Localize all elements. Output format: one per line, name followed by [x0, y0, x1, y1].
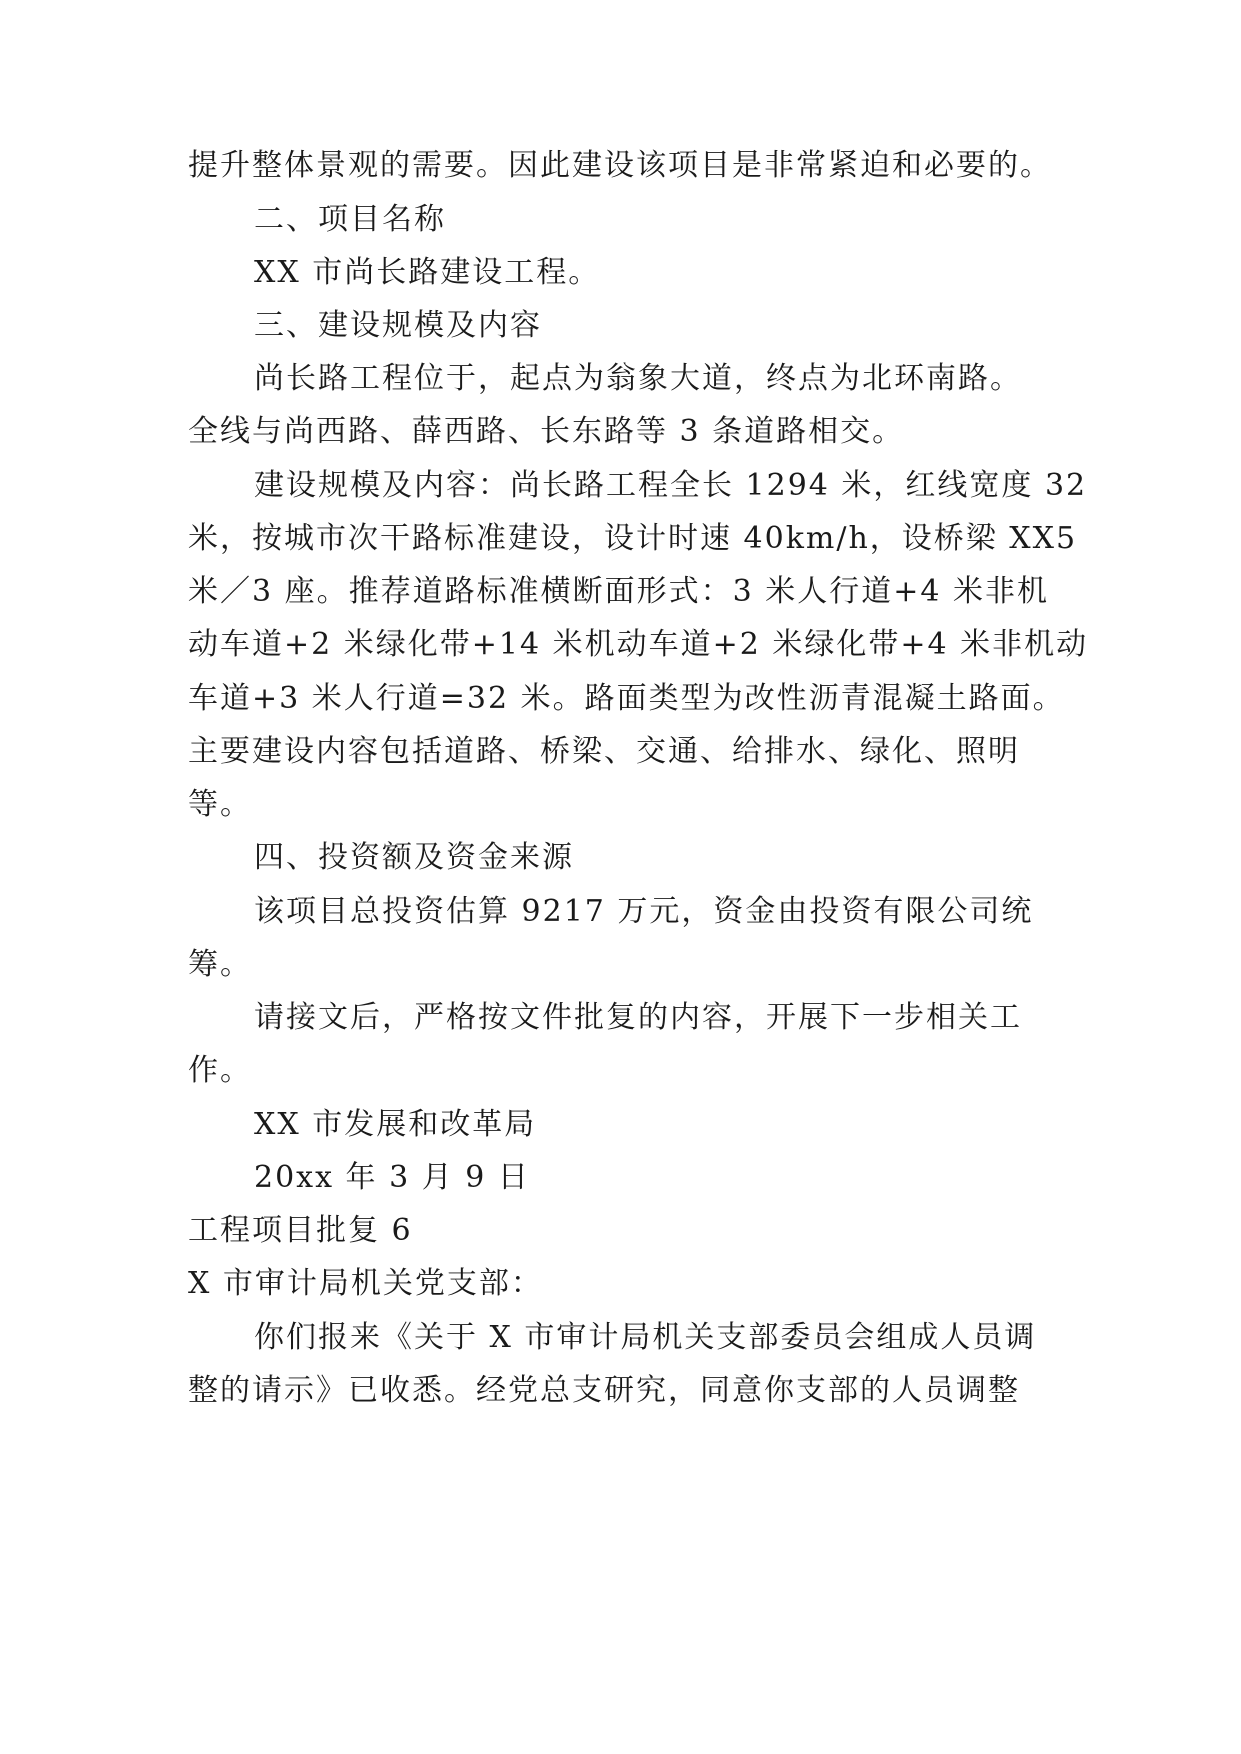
signature-org: XX 市发展和改革局 — [254, 1107, 537, 1142]
paragraph-line: 尚长路工程位于，起点为翁象大道，终点为北环南路。 — [254, 361, 1022, 396]
paragraph-line: 筹。 — [188, 947, 252, 982]
section-heading: 三、建设规模及内容 — [254, 308, 542, 343]
paragraph-line: 请接文后，严格按文件批复的内容，开展下一步相关工 — [254, 1000, 1022, 1035]
paragraph-line: 米／3 座。推荐道路标准横断面形式：3 米人行道+4 米非机 — [188, 574, 1050, 609]
paragraph-line: 动车道+2 米绿化带+14 米机动车道+2 米绿化带+4 米非机动 — [188, 627, 1089, 662]
signature-date: 20xx 年 3 月 9 日 — [254, 1160, 530, 1195]
paragraph-line: XX 市尚长路建设工程。 — [254, 255, 601, 290]
paragraph-line: 主要建设内容包括道路、桥梁、交通、给排水、绿化、照明 — [188, 734, 1020, 769]
paragraph-line: 整的请示》已收悉。经党总支研究，同意你支部的人员调整 — [188, 1373, 1020, 1408]
paragraph-line: 车道+3 米人行道=32 米。路面类型为改性沥青混凝土路面。 — [188, 681, 1065, 716]
section-heading: 四、投资额及资金来源 — [254, 840, 574, 875]
paragraph-line: 全线与尚西路、薛西路、长东路等 3 条道路相交。 — [188, 414, 905, 449]
paragraph-line: 等。 — [188, 787, 252, 822]
paragraph-line: 建设规模及内容：尚长路工程全长 1294 米，红线宽度 32 — [254, 468, 1088, 503]
paragraph-line: 该项目总投资估算 9217 万元，资金由投资有限公司统 — [254, 894, 1034, 929]
document-title: 工程项目批复 6 — [188, 1213, 413, 1248]
paragraph-line: 你们报来《关于 X 市审计局机关支部委员会组成人员调 — [254, 1320, 1037, 1355]
paragraph-line: 米，按城市次干路标准建设，设计时速 40km/h，设桥梁 XX5 — [188, 521, 1078, 556]
paragraph-line: 提升整体景观的需要。因此建设该项目是非常紧迫和必要的。 — [188, 148, 1052, 183]
addressee: X 市审计局机关党支部： — [188, 1266, 543, 1301]
section-heading: 二、项目名称 — [254, 202, 446, 237]
paragraph-line: 作。 — [188, 1053, 252, 1088]
